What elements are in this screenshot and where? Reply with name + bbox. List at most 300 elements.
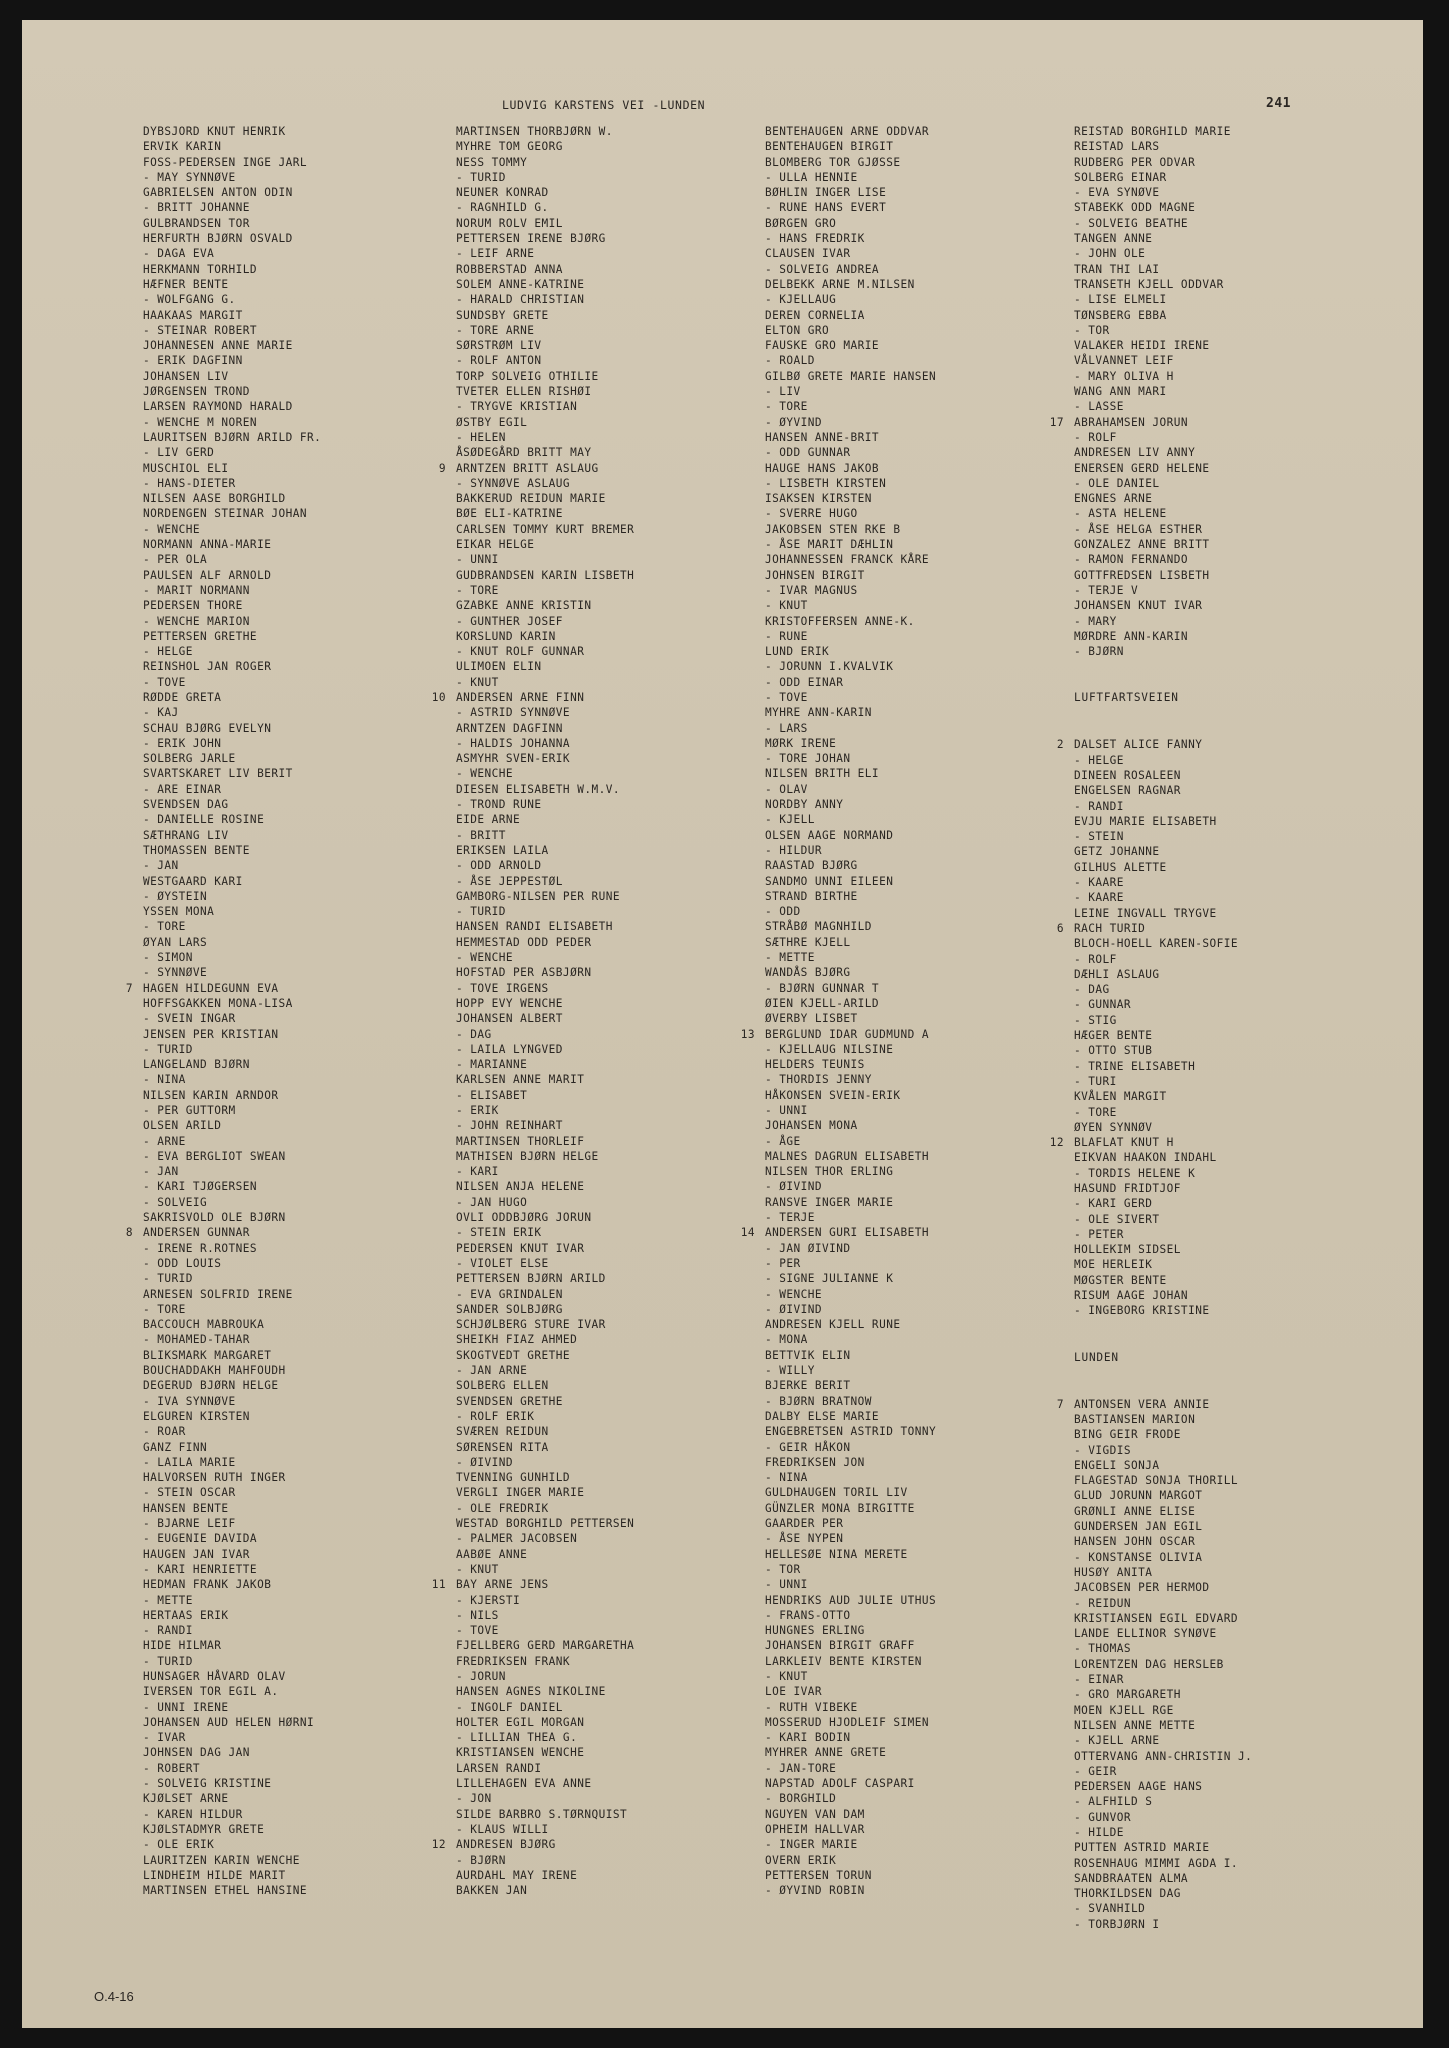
resident-entry [456,1241,634,1256]
resident-name: - KARI GERD [1074,1197,1153,1211]
resident-entry [1074,1580,1252,1595]
resident-name: - REIDUN [1074,1596,1132,1610]
resident-name: - TORDIS HELENE K [1074,1166,1196,1180]
resident-name: RAASTAD BJØRG [765,859,858,873]
resident-name: - TURID [143,1654,193,1668]
resident-name: - MAY SYNNØVE [143,170,236,184]
resident-name: PETTERSEN GRETHE [143,629,258,643]
resident-entry [1074,1550,1252,1565]
resident-entry [765,965,936,980]
resident-name: - PER GUTTORM [143,1104,236,1117]
resident-entry [456,1363,634,1378]
resident-entry [456,1011,634,1026]
resident-entry [765,1118,936,1133]
resident-name: BLOMBERG TOR GJØSSE [765,155,901,169]
resident-entry [765,1562,936,1577]
resident-name: ÅSØDEGÅRD BRITT MAY [456,446,592,460]
resident-entry [456,1730,634,1745]
resident-entry [143,1332,321,1347]
resident-name: NGUYEN VAN DAM [765,1807,865,1821]
resident-entry [456,996,634,1011]
resident-entry [456,384,634,399]
resident-entry [765,384,936,399]
resident-name: - BORGHILD [765,1792,837,1806]
resident-entry [765,1470,936,1485]
resident-entry [765,812,936,827]
resident-name: PETTERSEN TORUN [765,1868,872,1882]
resident-name: - BRITT JOHANNE [143,201,250,215]
resident-entry [765,461,936,476]
resident-entry [765,1715,936,1730]
resident-name: - ØIVIND [456,1455,514,1469]
resident-entry [1074,1059,1252,1074]
resident-entry [1074,1013,1252,1028]
resident-entry [456,262,634,277]
resident-entry [143,1730,321,1745]
resident-entry [456,216,634,231]
resident-entry [1074,829,1252,844]
resident-name: - SOLVEIG ANDREA [765,262,880,276]
resident-name: ANDRESEN BJØRG [456,1838,556,1852]
resident-name: REISTAD BORGHILD MARIE [1074,125,1231,138]
resident-entry [143,644,321,659]
resident-name: MARTINSEN THORLEIF [456,1134,585,1148]
resident-entry [1074,1458,1252,1473]
resident-name: SÆTHRE KJELL [765,935,851,949]
resident-name: - HELGE [1074,753,1124,767]
resident-entry [456,415,634,430]
resident-entry [456,843,634,858]
resident-name: FJELLBERG GERD MARGARETHA [456,1639,635,1653]
resident-entry [1074,1443,1252,1458]
resident-entry [456,308,634,323]
resident-entry [765,1593,936,1608]
resident-name: - TURID [143,1042,193,1056]
resident-entry [1074,1028,1252,1043]
resident-name: RUDBERG PER ODVAR [1074,155,1196,169]
resident-name: - JOHN REINHART [456,1119,563,1133]
house-number: 7 [1056,1397,1064,1411]
resident-entry [1074,1120,1252,1135]
resident-name: - LISBETH KIRSTEN [765,476,887,490]
resident-name: - WENCHE [456,951,514,965]
resident-name: RISUM AAGE JOHAN [1074,1289,1189,1303]
column-1 [125,124,322,1898]
resident-name: JOHNSEN DAG JAN [143,1746,250,1760]
resident-name: - SVEIN INGAR [143,1012,236,1026]
resident-name: - SIMON [143,951,193,965]
resident-name: - ERIK DAGFINN [143,354,243,368]
resident-entry [765,797,936,812]
resident-entry [765,935,936,950]
resident-name: FAUSKE GRO MARIE [765,339,880,353]
resident-entry [765,721,936,736]
resident-entry [456,1501,634,1516]
resident-entry [456,889,634,904]
resident-entry [1074,323,1252,338]
resident-name: SCHAU BJØRG EVELYN [143,721,272,735]
resident-name: PEDERSEN AAGE HANS [1074,1780,1203,1794]
resident-entry [143,1516,321,1531]
resident-entry [143,1072,321,1087]
resident-entry [1074,783,1252,798]
resident-name: JØRGENSEN TROND [143,385,250,399]
resident-name: - LIV GERD [143,446,215,460]
resident-name: EIKAR HELGE [456,538,535,552]
resident-name: STRÅBØ MAGNHILD [765,920,872,934]
resident-name: - HILDUR [765,843,823,857]
resident-name: - MONA [765,1333,808,1347]
resident-entry [765,858,936,873]
resident-name: SANDMO UNNI EILEEN [765,874,894,888]
resident-name: - JORUN [456,1669,506,1683]
resident-entry [456,369,634,384]
resident-entry [1074,1519,1252,1534]
resident-name: REISTAD LARS [1074,140,1160,154]
resident-entry [143,1853,321,1868]
resident-entry [456,629,634,644]
resident-name: - SVERRE HUGO [765,507,858,521]
resident-name: - DANIELLE ROSINE [143,813,265,827]
resident-name: - WILLY [765,1364,815,1378]
resident-entry [143,1378,321,1393]
resident-name: DINEEN ROSALEEN [1074,768,1181,782]
resident-name: - LIV [765,385,801,399]
resident-name: HANSEN BENTE [143,1501,229,1515]
resident-entry [765,1837,936,1852]
resident-name: THORKILDSEN DAG [1074,1887,1181,1901]
resident-name: - JAN [143,859,179,873]
resident-entry [125,1225,321,1240]
resident-entry [1074,1534,1252,1549]
resident-entry [456,1271,634,1286]
resident-name: - SIGNE JULIANNE K [765,1272,894,1286]
resident-entry [143,246,321,261]
resident-name: - SVANHILD [1074,1902,1146,1916]
resident-entry [765,598,936,613]
resident-name: - DAG [456,1027,492,1041]
resident-entry [1056,1397,1252,1412]
resident-entry [765,522,936,537]
resident-name: NILSEN BRITH ELI [765,767,880,781]
resident-name: JOHANNESSEN FRANCK KÅRE [765,553,929,567]
resident-entry [143,858,321,873]
resident-name: LORENTZEN DAG HERSLEB [1074,1657,1224,1671]
resident-entry [765,1317,936,1332]
resident-name: BØE ELI-KATRINE [456,507,563,521]
resident-name: - WENCHE [765,1287,823,1301]
resident-name: - SOLVEIG KRISTINE [143,1777,272,1791]
resident-name: BENTEHAUGEN ARNE ODDVAR [765,125,929,138]
resident-entry [1074,292,1252,307]
resident-entry [456,751,634,766]
resident-entry [1074,216,1252,231]
resident-entry [143,1501,321,1516]
resident-entry [765,1761,936,1776]
resident-name: - TURI [1074,1074,1117,1088]
resident-name: - LISE ELMELI [1074,293,1167,307]
resident-name: - MOHAMED-TAHAR [143,1333,250,1347]
resident-name: - EVA BERGLIOT SWEAN [143,1149,286,1163]
resident-entry [143,721,321,736]
resident-name: SILDE BARBRO S.TØRNQUIST [456,1807,628,1821]
resident-name: VERGLI INGER MARIE [456,1486,585,1500]
resident-entry [765,904,936,919]
resident-entry [765,200,936,215]
resident-name: HANSEN ANNE-BRIT [765,430,880,444]
resident-entry [456,568,634,583]
resident-entry [765,919,936,934]
resident-name: HANSEN AGNES NIKOLINE [456,1685,606,1699]
resident-name: - ARNE [143,1134,186,1148]
resident-entry [456,782,634,797]
resident-entry [1074,1303,1252,1318]
resident-entry [1074,1779,1252,1794]
resident-name: - LILLIAN THEA G. [456,1731,578,1745]
resident-name: REINSHOL JAN ROGER [143,660,272,674]
resident-name: - KJELL ARNE [1074,1734,1160,1748]
resident-name: KARLSEN ANNE MARIT [456,1073,585,1087]
resident-name: BERGLUND IDAR GUDMUND A [765,1027,929,1041]
resident-name: HELDERS TEUNIS [765,1058,865,1072]
resident-name: HUSØY ANITA [1074,1565,1153,1579]
resident-entry [143,1241,321,1256]
resident-name: - NINA [143,1073,186,1087]
resident-name: - GUNNAR [1074,998,1132,1012]
resident-entry [1074,1105,1252,1120]
resident-name: TORP SOLVEIG OTHILIE [456,369,599,383]
resident-name: OVLI ODDBJØRG JORUN [456,1211,592,1225]
resident-entry [1074,338,1252,353]
resident-name: - HANS FREDRIK [765,232,865,246]
resident-name: LANGELAND BJØRN [143,1058,250,1072]
resident-name: EIDE ARNE [456,813,521,827]
resident-entry [765,1638,936,1653]
resident-entry [456,1179,634,1194]
resident-name: - TORE [456,583,499,597]
resident-name: - TURID [456,905,506,919]
resident-entry [1074,430,1252,445]
resident-name: - GEIR [1074,1764,1117,1778]
resident-name: - ROLF ANTON [456,354,542,368]
resident-name: TVENNING GUNHILD [456,1471,571,1485]
resident-entry [765,216,936,231]
resident-entry [143,124,321,139]
resident-name: GUNDERSEN JAN EGIL [1074,1520,1203,1534]
resident-entry [1074,598,1252,613]
resident-entry [143,950,321,965]
resident-entry [456,1287,634,1302]
resident-entry [765,1241,936,1256]
resident-name: JOHANNESEN ANNE MARIE [143,339,293,353]
resident-entry [765,1440,936,1455]
resident-entry [765,1883,936,1898]
resident-entry [456,1807,634,1822]
resident-name: - HANS-DIETER [143,476,236,490]
resident-entry [456,721,634,736]
resident-entry [765,1791,936,1806]
resident-name: - ØYVIND ROBIN [765,1884,865,1898]
resident-name: SOLBERG EINAR [1074,170,1167,184]
resident-entry [456,399,634,414]
resident-entry [765,369,936,384]
resident-name: FOSS-PEDERSEN INGE JARL [143,155,307,169]
resident-entry [456,598,634,613]
resident-name: - ÅSE JEPPESTØL [456,874,563,888]
resident-entry [143,1409,321,1424]
resident-name: - ODD EINAR [765,675,844,689]
resident-entry [1074,1764,1252,1779]
resident-name: - SYNNØVE [143,966,208,980]
resident-name: - ROALD [765,354,815,368]
resident-name: - VIOLET ELSE [456,1256,549,1270]
resident-name: BØRGEN GRO [765,216,837,230]
resident-name: NESS TOMMY [456,155,528,169]
resident-name: ASMYHR SVEN-ERIK [456,752,571,766]
resident-entry [456,766,634,781]
resident-entry [456,1608,634,1623]
resident-name: - TORE [143,920,186,934]
resident-name: - BJØRN BRATNOW [765,1394,872,1408]
resident-entry [143,139,321,154]
resident-entry [1074,1043,1252,1058]
resident-name: SCHJØLBERG STURE IVAR [456,1318,606,1332]
resident-entry [143,1470,321,1485]
resident-name: - METTE [143,1593,193,1607]
resident-entry [765,415,936,430]
resident-entry [765,262,936,277]
resident-name: - WENCHE M NOREN [143,415,258,429]
resident-entry [143,797,321,812]
resident-entry [143,1654,321,1669]
resident-entry [765,537,936,552]
resident-entry [143,1868,321,1883]
resident-entry [765,1700,936,1715]
resident-entry [456,1485,634,1500]
resident-entry [1074,1886,1252,1901]
resident-name: - TORE [765,400,808,414]
resident-entry [143,1883,321,1898]
resident-entry [143,965,321,980]
house-number: 12 [431,1838,446,1852]
resident-entry [1074,491,1252,506]
resident-name: OTTERVANG ANN-CHRISTIN J. [1074,1749,1253,1763]
resident-name: BAKKEN JAN [456,1884,528,1898]
resident-name: LAURITZEN KARIN WENCHE [143,1853,300,1867]
resident-entry [143,1027,321,1042]
resident-entry [456,476,634,491]
resident-name: ENGEBRETSEN ASTRID TONNY [765,1425,937,1439]
resident-name: - STEIN OSCAR [143,1486,236,1500]
resident-entry [765,690,936,705]
resident-entry [765,1149,936,1164]
resident-name: - ÅGE [765,1134,801,1148]
resident-entry [456,353,634,368]
resident-entry [765,1164,936,1179]
resident-name: - RUNE HANS EVERT [765,201,887,215]
resident-name: DYBSJORD KNUT HENRIK [143,125,286,138]
resident-name: JACOBSEN PER HERMOD [1074,1581,1210,1595]
resident-name: - IVA SYNNØVE [143,1394,236,1408]
resident-name: JOHANSEN BIRGIT GRAFF [765,1639,915,1653]
resident-name: - SOLVEIG [143,1195,208,1209]
resident-entry [143,782,321,797]
resident-entry [1074,537,1252,552]
resident-entry [1074,814,1252,829]
resident-entry [143,996,321,1011]
resident-entry [1074,552,1252,567]
resident-name: - RUTH VIBEKE [765,1700,858,1714]
resident-name: - KJELLAUG [765,293,837,307]
resident-entry [1074,768,1252,783]
resident-name: - ODD ARNOLD [456,859,542,873]
resident-name: HAUGE HANS JAKOB [765,461,880,475]
resident-entry [456,1822,634,1837]
house-number: 2 [1056,738,1064,752]
house-number: 9 [438,461,446,475]
section-heading-text: LUNDEN [1074,1350,1119,1364]
resident-name: HOLLEKIM SIDSEL [1074,1243,1181,1257]
resident-name: KVÅLEN MARGIT [1074,1090,1167,1104]
resident-entry [143,828,321,843]
resident-name: TRAN THI LAI [1074,262,1160,276]
resident-entry [456,1700,634,1715]
resident-name: - WOLFGANG G. [143,293,236,307]
resident-entry [765,1378,936,1393]
resident-name: ELTON GRO [765,323,830,337]
resident-name: - ROAR [143,1425,186,1439]
resident-entry [456,614,634,629]
resident-name: - ODD [765,905,801,919]
resident-name: GÜNZLER MONA BIRGITTE [765,1501,915,1515]
resident-entry [456,1103,634,1118]
resident-entry [765,1745,936,1760]
resident-name: - ROLF [1074,952,1117,966]
resident-entry [143,874,321,889]
resident-entry [143,1485,321,1500]
resident-entry [1074,860,1252,875]
resident-entry [143,537,321,552]
resident-entry [143,1562,321,1577]
resident-name: - GEIR HÅKON [765,1440,851,1454]
resident-entry [765,246,936,261]
resident-entry [456,323,634,338]
resident-entry [456,1883,634,1898]
resident-name: - TORE [1074,1105,1117,1119]
resident-entry [143,843,321,858]
resident-name: MOE HERLEIK [1074,1258,1153,1272]
resident-name: LARKLEIV BENTE KIRSTEN [765,1654,922,1668]
resident-name: - BJARNE LEIF [143,1517,236,1531]
resident-name: GLUD JORUNN MARGOT [1074,1489,1203,1503]
resident-entry [740,1225,936,1240]
resident-entry [1074,583,1252,598]
resident-entry [1074,476,1252,491]
resident-entry [1074,644,1252,659]
resident-name: - TORE [143,1302,186,1316]
resident-entry [143,1042,321,1057]
resident-name: - UNNI [456,553,499,567]
resident-name: JOHANSEN AUD HELEN HØRNI [143,1715,315,1729]
resident-entry [1074,246,1252,261]
resident-entry [143,1088,321,1103]
resident-entry [143,155,321,170]
resident-entry [765,445,936,460]
resident-entry [765,1822,936,1837]
resident-name: - HELEN [456,430,506,444]
page-header [22,98,1423,118]
resident-entry [1074,1657,1252,1672]
